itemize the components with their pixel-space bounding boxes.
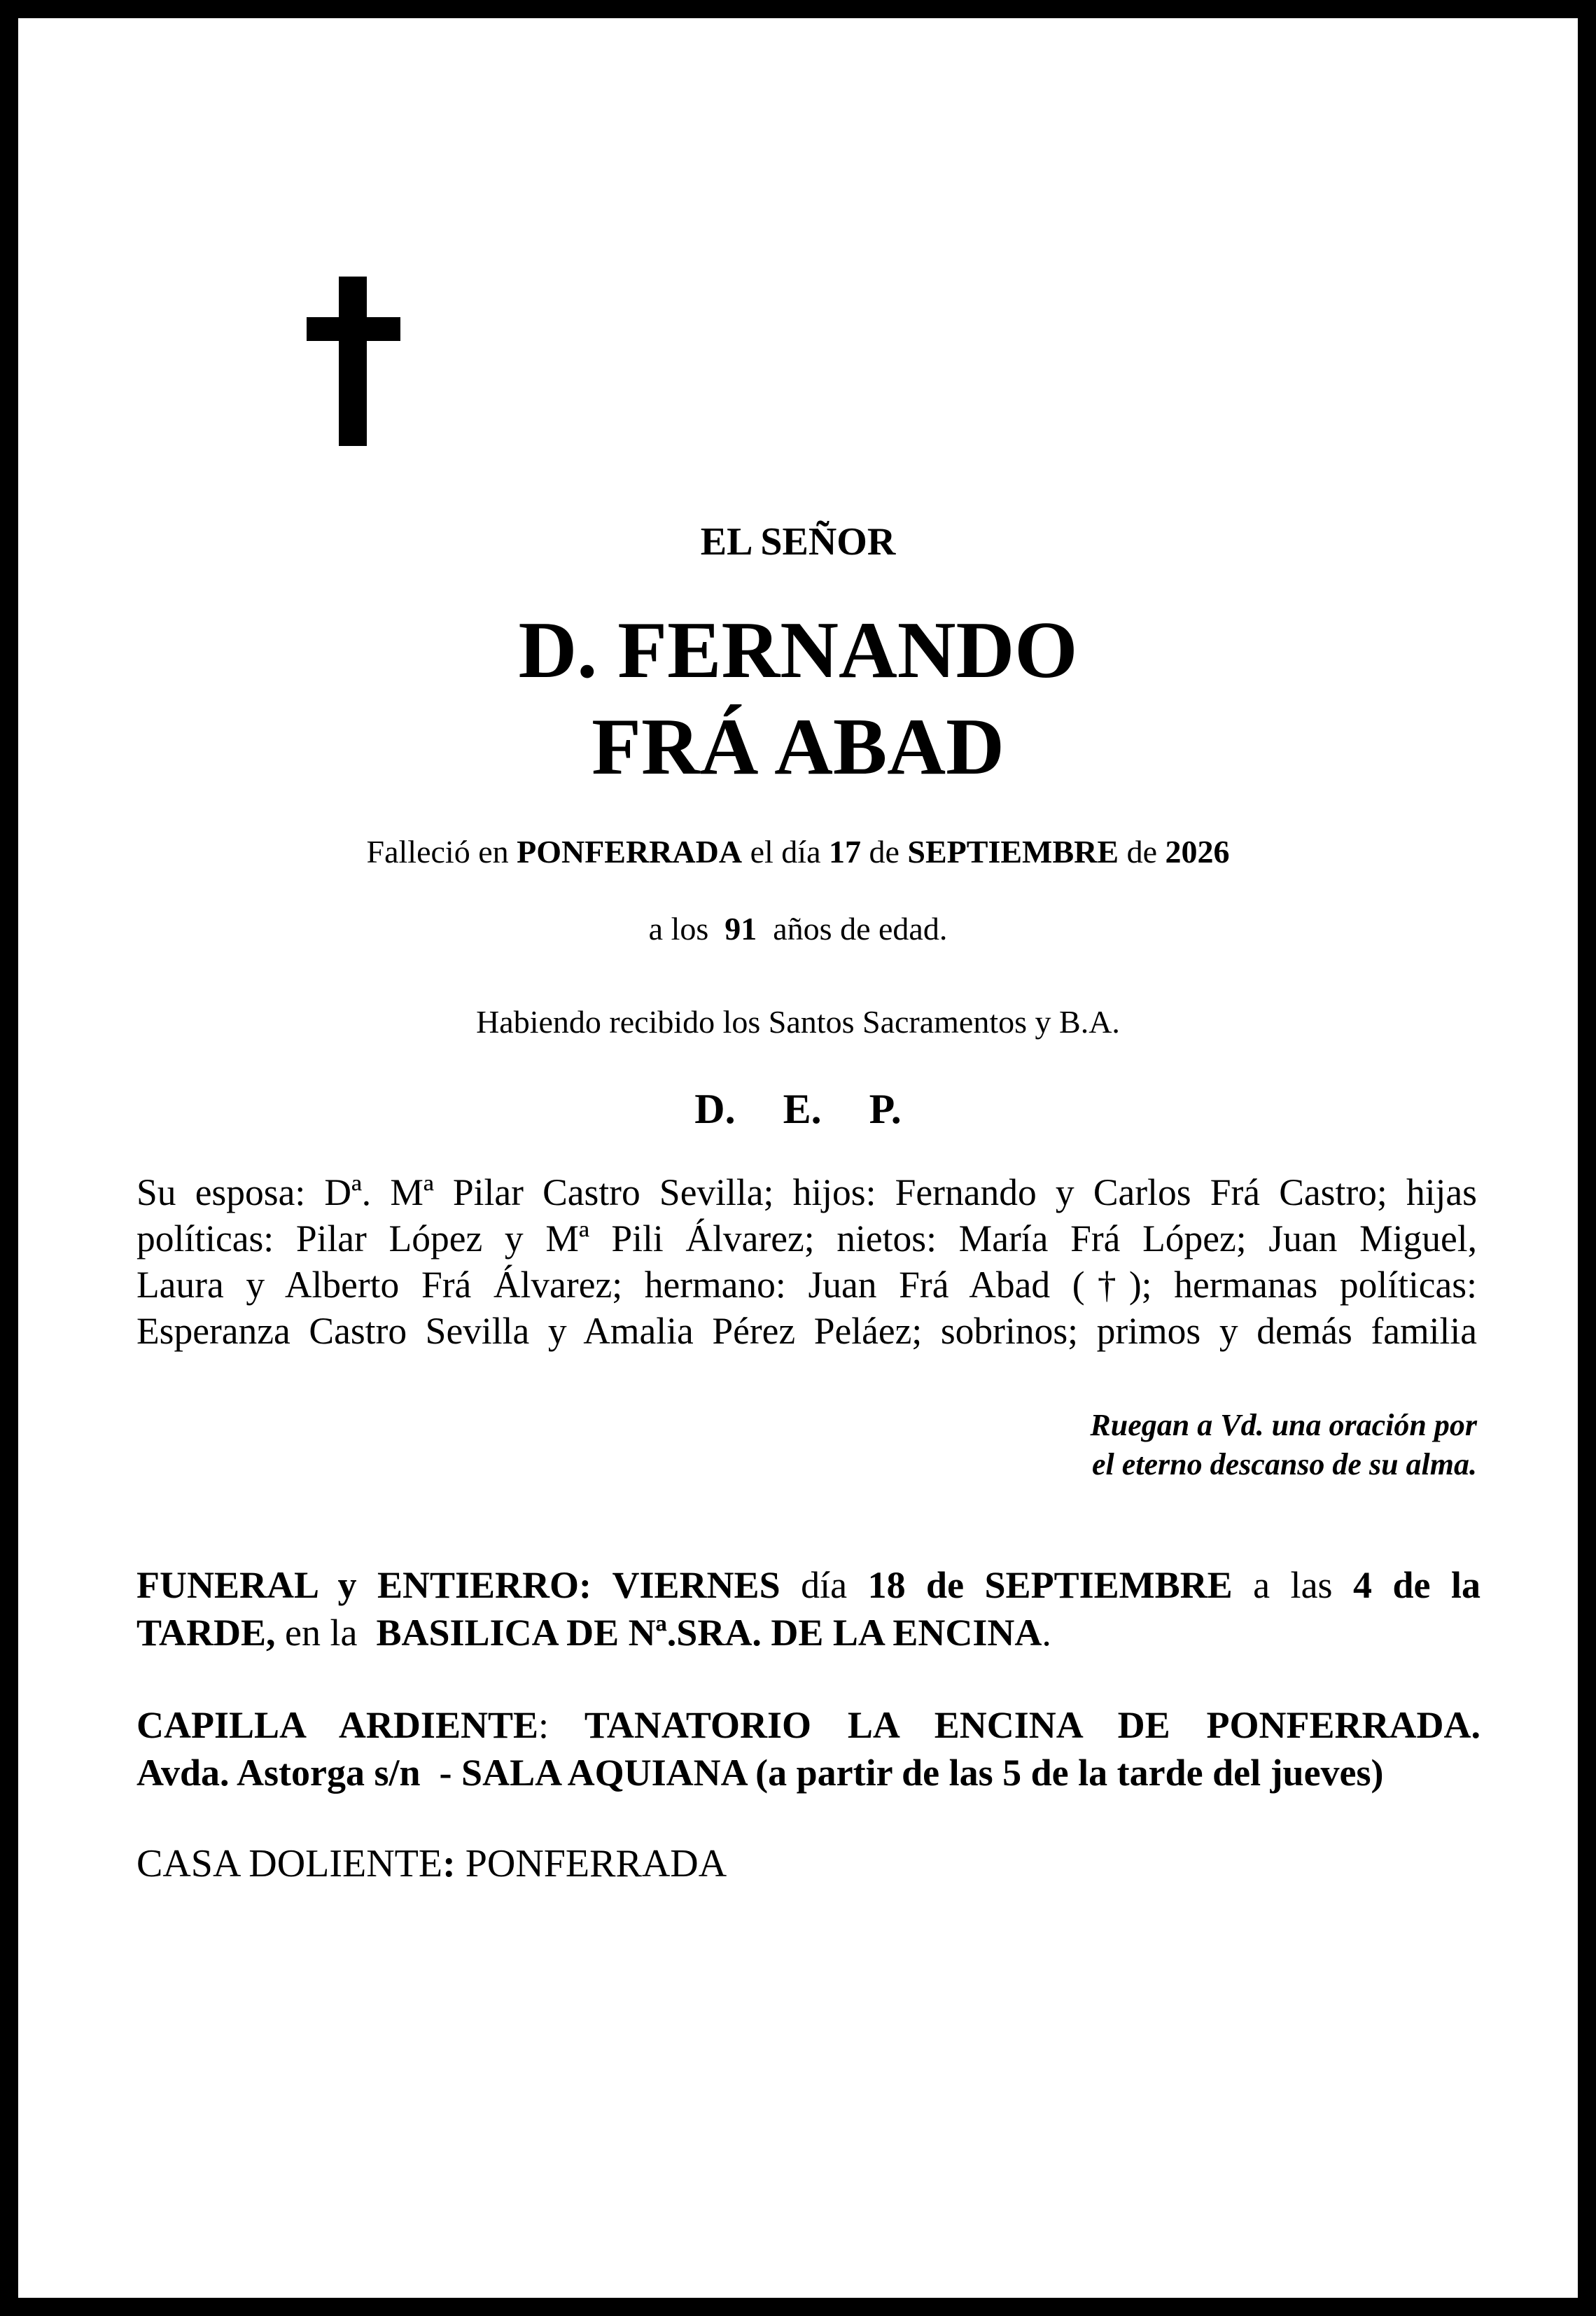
funeral-t1: día [801, 1564, 848, 1606]
funeral-line1 [136, 1561, 1480, 1609]
prayer-request [1090, 1406, 1477, 1484]
age-years: 91 [724, 911, 757, 947]
death-mid3: de [1126, 834, 1157, 870]
deceased-name-line1: D. FERNANDO [518, 606, 1078, 695]
funeral-t3: en la [285, 1612, 358, 1654]
wake-line2: Avda. Astorga s/n - SALA AQUIANA (a partir de las 5 de la tarde del jueves) [136, 1752, 1384, 1794]
casa-colon: : [442, 1842, 456, 1885]
funeral-place: BASILICA DE Nª.SRA. DE LA ENCINA [376, 1612, 1042, 1654]
funeral-time2: TARDE, [136, 1612, 276, 1654]
cross-icon [307, 277, 400, 446]
casa-value: PONFERRADA [465, 1842, 727, 1885]
honorific: EL SEÑOR [700, 520, 896, 564]
funeral-label: FUNERAL y ENTIERRO: [136, 1564, 592, 1606]
death-notice [0, 833, 1596, 870]
deceased-name-line2: FRÁ ABAD [592, 702, 1004, 792]
age-line [0, 910, 1596, 947]
wake-colon: : [538, 1704, 550, 1746]
age-pre: a los [648, 911, 709, 947]
dep-d: D. [694, 1086, 736, 1132]
death-place: PONFERRADA [517, 834, 743, 870]
death-mid1: el día [750, 834, 821, 870]
prayer-line1: Ruegan a Vd. una oración por [1090, 1408, 1477, 1442]
dep-p: P. [869, 1086, 902, 1132]
family-line: Su esposa: Dª. Mª Pilar Castro Sevilla; hijos: Fernando y Carlos Frá Castro; hijas [136, 1171, 1477, 1213]
family-line: Esperanza Castro Sevilla y Amalia Pérez Peláez; sobrinos; primos y demás familia [136, 1310, 1477, 1352]
death-pre: Falleció en [366, 834, 509, 870]
death-day: 17 [829, 834, 861, 870]
wake-line1 [136, 1701, 1480, 1749]
funeral-line2 [136, 1612, 1051, 1654]
wake-label: CAPILLA ARDIENTE [136, 1704, 538, 1746]
funeral-info [136, 1561, 1480, 1656]
wake-place: TANATORIO LA ENCINA DE PONFERRADA. [584, 1704, 1481, 1746]
prayer-line2: el eterno descanso de su alma. [1092, 1447, 1477, 1481]
death-year: 2026 [1165, 834, 1230, 870]
casa-label: CASA DOLIENTE [136, 1842, 443, 1885]
death-month: SEPTIEMBRE [907, 834, 1119, 870]
family-line: Laura y Alberto Frá Álvarez; hermano: Juan Frá Abad (†); hermanas políticas: [136, 1264, 1477, 1306]
wake-info [136, 1701, 1480, 1797]
funeral-end: . [1042, 1612, 1051, 1654]
dep-line [0, 1085, 1596, 1133]
family-line: políticas: Pilar López y Mª Pili Álvarez; nietos: María Frá López; Juan Miguel, [136, 1218, 1477, 1260]
deceased-name [0, 602, 1596, 795]
dep-e: E. [783, 1086, 822, 1132]
funeral-date: 18 de SEPTIEMBRE [867, 1564, 1233, 1606]
death-mid2: de [869, 834, 899, 870]
family-paragraph [136, 1169, 1477, 1354]
age-post: años de edad. [773, 911, 948, 947]
funeral-t2: a las [1253, 1564, 1333, 1606]
mourning-house [136, 1841, 727, 1886]
sacraments-line: Habiendo recibido los Santos Sacramentos y B.A. [476, 1004, 1120, 1040]
funeral-time1: 4 de la [1353, 1564, 1481, 1606]
funeral-weekday: VIERNES [612, 1564, 780, 1606]
